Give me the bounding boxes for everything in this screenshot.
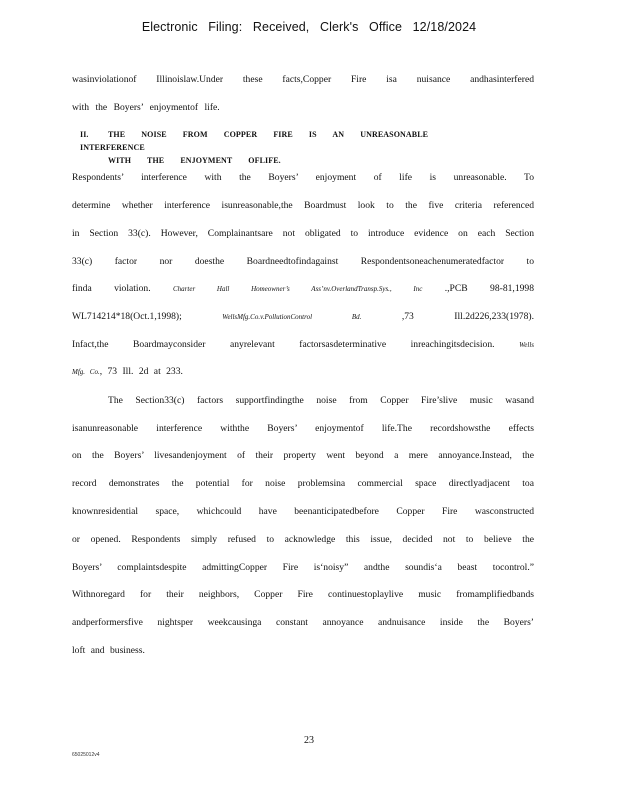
body-line: wasinviolationof Illinoislaw.Under these facts,Copper Fire isa nuisance andhasinterfered <box>72 74 534 85</box>
body-text: .,PCB 98-81,1998 <box>444 283 534 294</box>
body-line: The Section33(c) factors supportfindingthe noise from Copper Fire’slive music wasand <box>108 395 534 406</box>
body-line: loft and business. <box>72 645 145 656</box>
body-line: record demonstrates the potential for noise problemsina commercial space directlyadjacent toa <box>72 478 534 489</box>
case-citation: Charter Hall Homeowner’s Ass’nv.OverlandTransp.Sys., Inc <box>173 285 423 293</box>
body-line: determine whether interference isunreasonable,the Boardmust look to the five criteria referenced <box>72 200 534 211</box>
body-line: knownresidential space, whichcould have beenanticipatedbefore Copper Fire wasconstructed <box>72 506 534 517</box>
body-line: andperformersfive nightsper weekcausinga constant annoyance andnuisance inside the Boyers’ <box>72 617 534 628</box>
body-text: finda violation. <box>72 283 151 294</box>
section-heading <box>80 128 500 167</box>
body-line: Respondents’ interference with the Boyers’ enjoyment of life is unreasonable. To <box>72 172 534 183</box>
case-citation: WellsMfg.Co.v.PollutionControl Bd. <box>222 313 362 321</box>
body-line: 33(c) factor nor doesthe Boardneedtofindagainst Respondentsoneachenumeratedfactor to <box>72 256 534 267</box>
body-line: Boyers’ complaintsdespite admittingCopper Fire is‘noisy” andthe soundis‘a beast tocontrol.” <box>72 562 534 573</box>
body-text: Infact,the Boardmayconsider anyrelevant factorsasdeterminative inreachingitsdecision. <box>72 339 495 350</box>
body-text: WL714214*18(Oct.1,1998); <box>72 311 182 322</box>
document-id: 65025012v4 <box>72 752 100 758</box>
section-heading-line2: WITH THE ENJOYMENT OFLIFE. <box>108 156 281 165</box>
body-line <box>72 339 534 351</box>
section-number: II. <box>80 130 89 139</box>
body-line <box>72 283 534 295</box>
case-citation: Wells <box>519 341 534 349</box>
body-line: Withnoregard for their neighbors, Copper Fire continuestoplaylive music fromamplifiedbands <box>72 589 534 600</box>
body-line: with the Boyers’ enjoymentof life. <box>72 102 220 113</box>
body-line: on the Boyers’ livesandenjoyment of their property went beyond a mere annoyance.Instead, the <box>72 450 534 461</box>
body-line: or opened. Respondents simply refused to acknowledge this issue, decided not to believe the <box>72 534 534 545</box>
body-line: isanunreasonable interference withthe Boyers’ enjoymentof life.The recordshowsthe effects <box>72 423 534 434</box>
filing-stamp-header: Electronic Filing: Received, Clerk's Office 12/18/2024 <box>141 20 477 34</box>
case-citation: Mfg. Co. <box>72 368 100 376</box>
body-line <box>72 366 534 378</box>
page-number: 23 <box>304 735 314 746</box>
body-text: ,73 Ill.2d226,233(1978). <box>401 311 534 322</box>
body-line <box>72 311 534 323</box>
body-line: in Section 33(c). However, Complainantsare not obligated to introduce evidence on each Section <box>72 228 534 239</box>
section-heading-line1: THE NOISE FROM COPPER FIRE IS AN UNREASONABLE INTERFERENCE <box>80 130 429 152</box>
body-text: , 73 Ill. 2d at 233. <box>99 366 183 377</box>
